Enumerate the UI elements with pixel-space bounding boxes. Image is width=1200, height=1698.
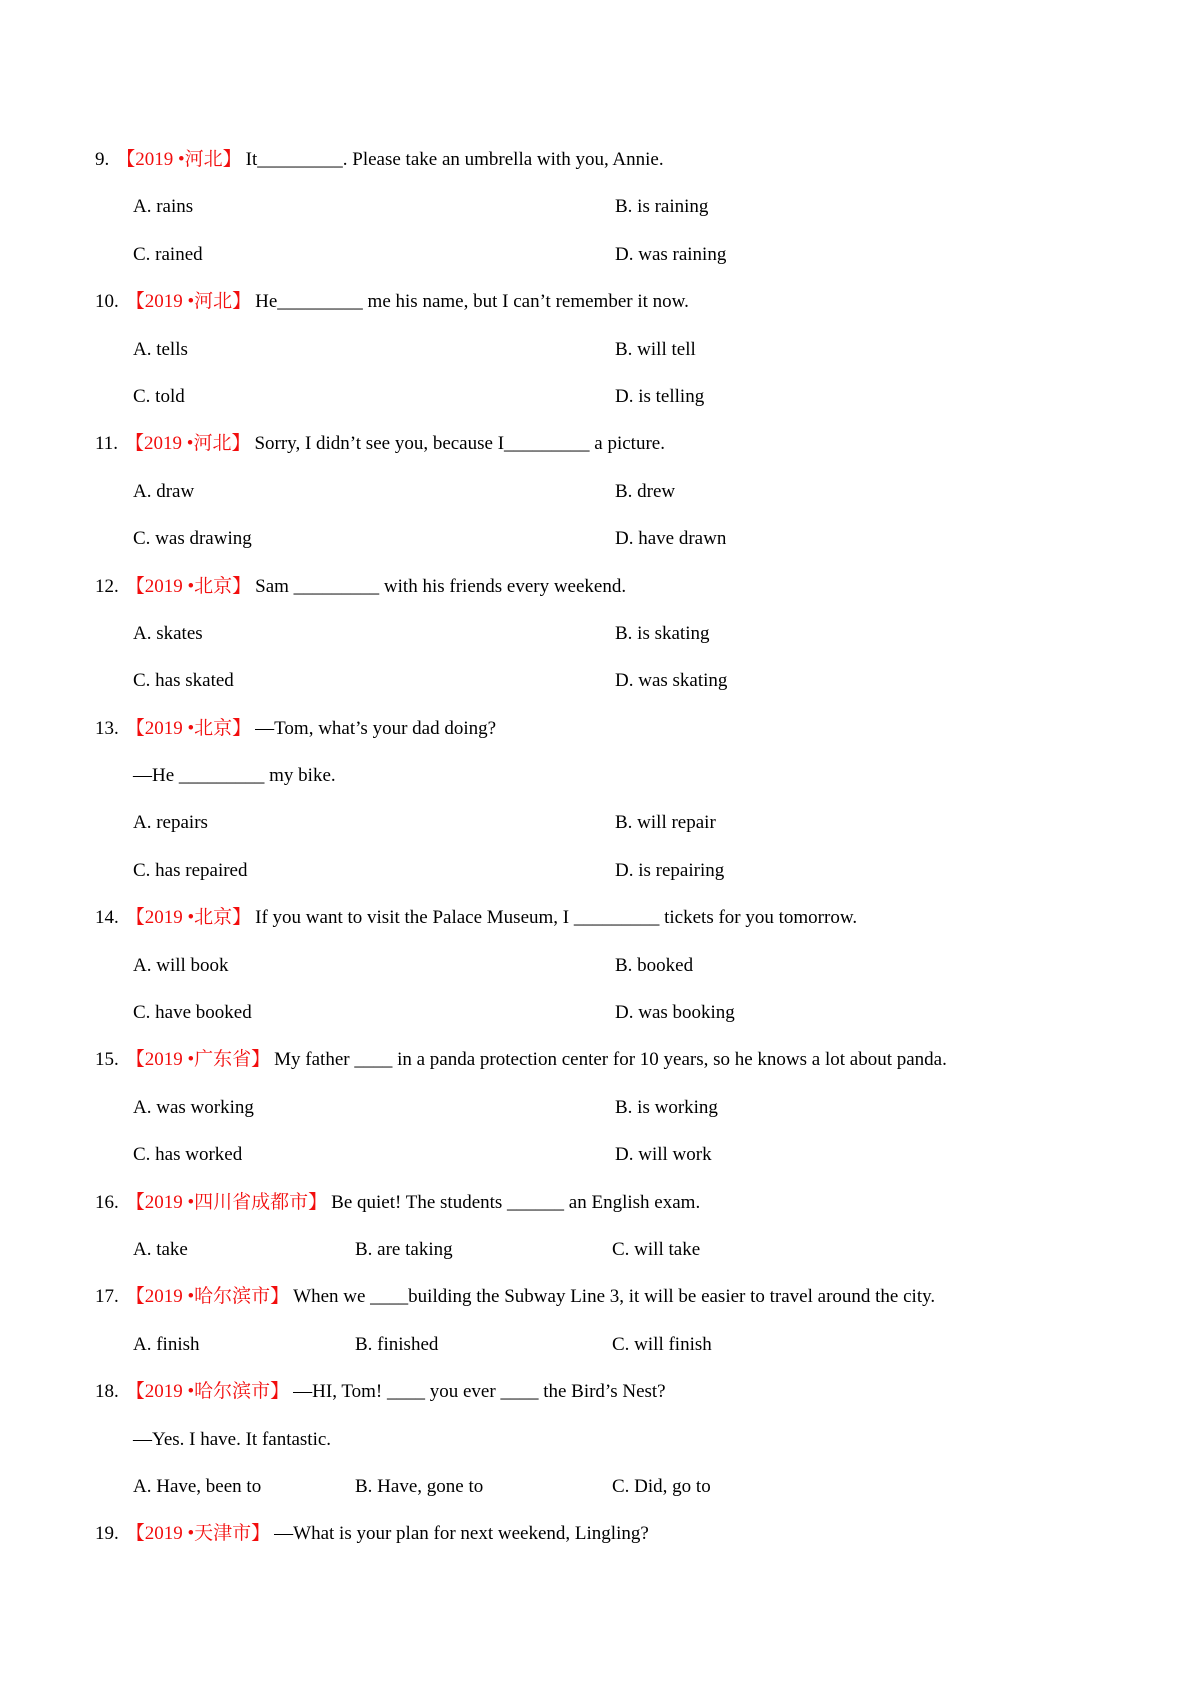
question-number: 18. xyxy=(95,1381,119,1403)
question-stem: Be quiet! The students ______ an English exam. xyxy=(331,1191,701,1213)
option-row xyxy=(0,373,1200,420)
question-stem: —HI, Tom! ____ you ever ____ the Bird’s Nest? xyxy=(293,1381,666,1403)
question-line xyxy=(0,420,1200,467)
question-stem: When we ____building the Subway Line 3, it will be easier to travel around the city. xyxy=(293,1286,936,1308)
option-cell: C. will finish xyxy=(612,1333,712,1355)
question-source-tag: 【2019 •北京】 xyxy=(125,575,252,597)
option-row xyxy=(0,657,1200,704)
option-cell: C. has skated xyxy=(133,670,234,692)
option-cell: C. have booked xyxy=(133,1002,252,1024)
option-cell: B. are taking xyxy=(355,1238,453,1260)
option-cell: D. will work xyxy=(615,1144,712,1166)
question-line xyxy=(0,1273,1200,1320)
option-cell: D. is repairing xyxy=(615,859,725,881)
option-row xyxy=(0,847,1200,894)
option-row xyxy=(0,326,1200,373)
option-cell: A. was working xyxy=(133,1096,254,1118)
question-stem: Sam _________ with his friends every weekend. xyxy=(255,575,627,597)
question-source-tag: 【2019 •北京】 xyxy=(125,717,252,739)
option-cell: C. has repaired xyxy=(133,859,248,881)
option-row xyxy=(0,183,1200,230)
question-line xyxy=(0,1368,1200,1415)
option-cell: B. booked xyxy=(615,954,694,976)
question-number: 11. xyxy=(95,433,119,455)
question-source-tag: 【2019 •四川省成都市】 xyxy=(125,1191,328,1213)
option-cell: D. is telling xyxy=(615,385,705,407)
question-source-tag: 【2019 •哈尔滨市】 xyxy=(125,1381,290,1403)
option-cell: B. finished xyxy=(355,1333,439,1355)
question-number: 12. xyxy=(95,575,119,597)
option-cell: B. is raining xyxy=(615,196,709,218)
option-row xyxy=(0,1084,1200,1131)
option-row xyxy=(0,1131,1200,1178)
question-number: 15. xyxy=(95,1049,119,1071)
question-stem: —What is your plan for next weekend, Lingling? xyxy=(274,1523,649,1545)
question-stem: Sorry, I didn’t see you, because I_________ a picture. xyxy=(254,433,665,455)
option-cell: A. repairs xyxy=(133,812,208,834)
option-row xyxy=(0,989,1200,1036)
question-stem: —Tom, what’s your dad doing? xyxy=(255,717,497,739)
option-cell: B. drew xyxy=(615,480,676,502)
option-row xyxy=(0,515,1200,562)
option-cell: B. will tell xyxy=(615,338,696,360)
question-source-tag: 【2019 •河北】 xyxy=(125,433,251,455)
question-number: 9. xyxy=(95,149,110,170)
option-row xyxy=(0,1463,1200,1510)
question-source-tag: 【2019 •河北】 xyxy=(116,149,242,170)
question-number: 10. xyxy=(95,291,119,313)
question-line xyxy=(0,1179,1200,1226)
question-number: 16. xyxy=(95,1191,119,1213)
option-cell: B. Have, gone to xyxy=(355,1475,484,1497)
dialog-text: —Yes. I have. It fantastic. xyxy=(133,1428,332,1450)
option-cell: D. was booking xyxy=(615,1002,735,1024)
option-cell: A. rains xyxy=(133,196,194,218)
option-cell: C. was drawing xyxy=(133,528,252,550)
question-line xyxy=(0,1036,1200,1083)
question-stem: He_________ me his name, but I can’t remember it now. xyxy=(255,291,689,313)
option-cell: C. rained xyxy=(133,243,203,265)
option-cell: B. is working xyxy=(615,1096,718,1118)
question-source-tag: 【2019 •河北】 xyxy=(125,291,252,313)
question-source-tag: 【2019 •广东省】 xyxy=(125,1049,271,1071)
option-cell: A. take xyxy=(133,1238,188,1260)
option-cell: D. was raining xyxy=(615,243,727,265)
question-line xyxy=(0,278,1200,325)
option-row xyxy=(0,468,1200,515)
option-cell: A. finish xyxy=(133,1333,200,1355)
option-row xyxy=(0,799,1200,846)
option-cell: C. Did, go to xyxy=(612,1475,711,1497)
option-cell: A. Have, been to xyxy=(133,1475,262,1497)
question-stem: If you want to visit the Palace Museum, I _________ tickets for you tomorrow. xyxy=(255,907,858,929)
question-source-tag: 【2019 •天津市】 xyxy=(125,1523,271,1545)
dialog-line xyxy=(0,752,1200,799)
option-cell: A. tells xyxy=(133,338,188,360)
question-number: 13. xyxy=(95,717,119,739)
option-cell: A. will book xyxy=(133,954,229,976)
option-row xyxy=(0,610,1200,657)
option-cell: A. skates xyxy=(133,622,203,644)
option-row xyxy=(0,231,1200,278)
question-number: 19. xyxy=(95,1523,119,1545)
option-row xyxy=(0,1321,1200,1368)
question-stem: My father ____ in a panda protection center for 10 years, so he knows a lot about panda. xyxy=(274,1049,947,1071)
option-cell: C. has worked xyxy=(133,1144,243,1166)
question-line xyxy=(0,1510,1200,1557)
option-cell: C. will take xyxy=(612,1238,701,1260)
question-number: 17. xyxy=(95,1286,119,1308)
question-line xyxy=(0,563,1200,610)
dialog-text: —He _________ my bike. xyxy=(133,765,336,787)
option-cell: B. will repair xyxy=(615,812,716,834)
question-stem: It_________. Please take an umbrella with you, Annie. xyxy=(245,149,664,170)
question-line xyxy=(0,136,1200,183)
question-source-tag: 【2019 •北京】 xyxy=(125,907,252,929)
dialog-line xyxy=(0,1416,1200,1463)
option-row xyxy=(0,942,1200,989)
question-line xyxy=(0,705,1200,752)
option-cell: C. told xyxy=(133,385,185,407)
option-row xyxy=(0,1226,1200,1273)
question-source-tag: 【2019 •哈尔滨市】 xyxy=(125,1286,290,1308)
option-cell: D. have drawn xyxy=(615,528,727,550)
option-cell: D. was skating xyxy=(615,670,728,692)
question-line xyxy=(0,894,1200,941)
option-cell: A. draw xyxy=(133,480,195,502)
option-cell: B. is skating xyxy=(615,622,710,644)
question-number: 14. xyxy=(95,907,119,929)
